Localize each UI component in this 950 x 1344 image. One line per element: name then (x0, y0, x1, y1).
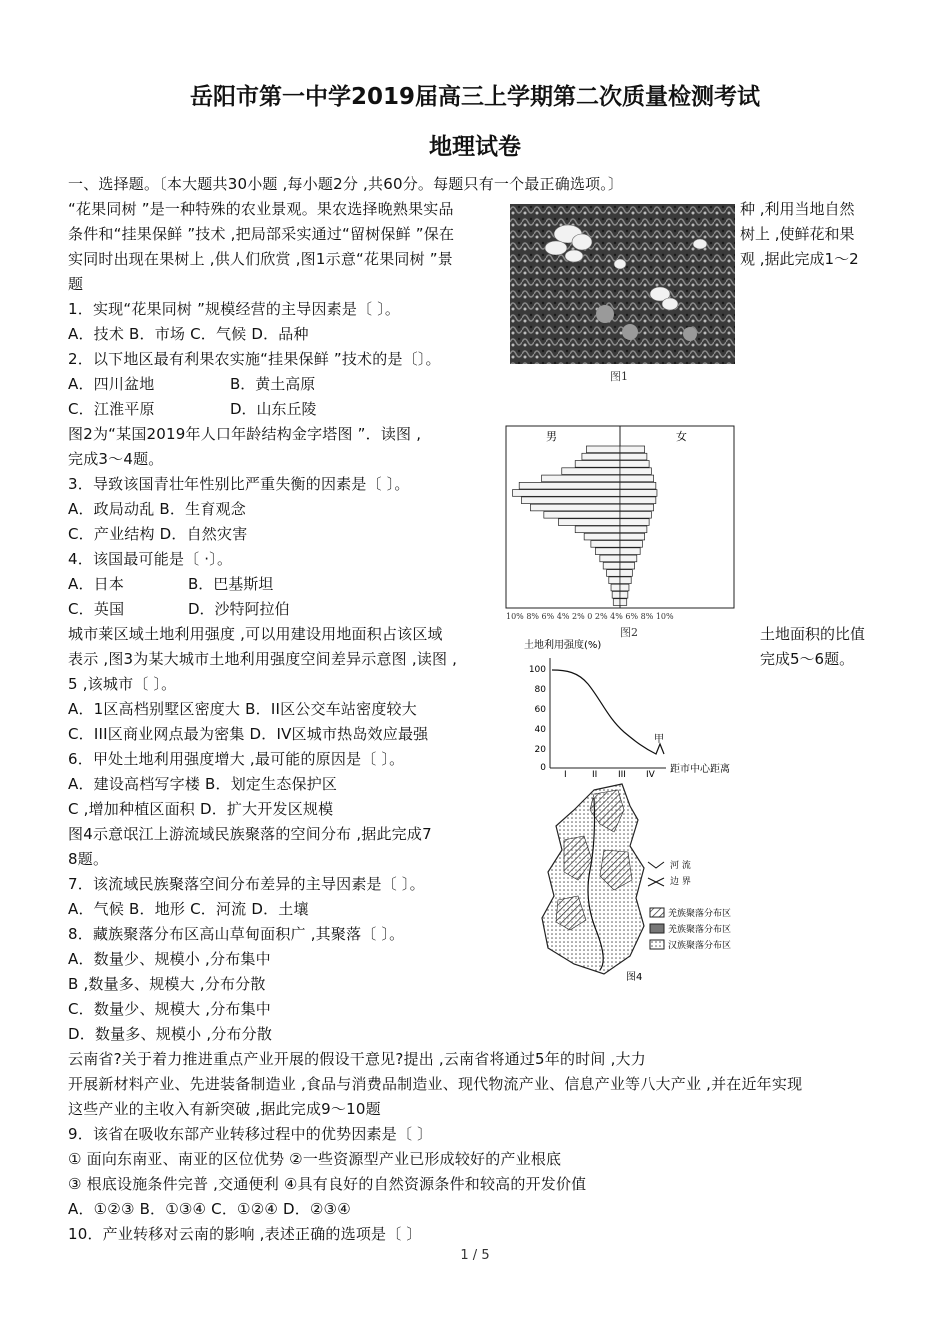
female-bar (620, 526, 647, 533)
q9-options: A．①②③ B．①③④ C．①②④ D．②③④ (68, 1200, 351, 1218)
q8-stem: 8．藏族聚落分布区高山草甸面积广 ,其聚落〔 〕。 (68, 925, 405, 943)
pyramid-female-label: 女 (676, 430, 687, 443)
q1-stem: 1．实现“花果同树 ”规模经营的主导因素是〔 〕。 (68, 300, 401, 318)
male-bar (582, 453, 620, 460)
y-tick-0: 0 (540, 763, 546, 773)
land-use-x-label: 距市中心距离 (670, 764, 730, 775)
zone-1: I (564, 770, 567, 780)
male-bar (612, 591, 620, 598)
male-bar (530, 504, 620, 511)
female-bar (620, 453, 647, 460)
figure-4-caption: 图4 (626, 972, 643, 983)
q4-option-a: A．日本 (68, 575, 125, 593)
q2-stem: 2．以下地区最有利果农实施“挂果保鲜 ”技术的是〔〕。 (68, 350, 441, 368)
male-bar (558, 519, 620, 526)
q5-options-ab: A．1区高档别墅区密度大 B．II区公交车站密度较大 (68, 700, 417, 718)
female-bar (620, 461, 649, 468)
passage3-line2-right: 完成5～6题。 (760, 650, 855, 668)
q2-option-d: D．山东丘陵 (230, 400, 317, 418)
q4-stem: 4．该国最可能是〔 ·〕。 (68, 550, 233, 568)
q6-stem: 6．甲处土地利用强度增大 ,最可能的原因是〔 〕。 (68, 750, 405, 768)
male-bar (562, 468, 620, 475)
flower-fruit-tree-image (510, 204, 735, 364)
marker-jia: 甲 (654, 734, 664, 745)
q9-items-34: ③ 根底设施条件完普 ,交通便利 ④具有良好的自然资源条件和较高的开发价值 (68, 1175, 587, 1193)
male-bar (575, 461, 620, 468)
female-bar (620, 497, 656, 504)
male-bar (586, 446, 620, 453)
passage4-line1: 图4示意氓江上游流域民族聚落的空间分布 ,据此完成7 (68, 825, 432, 843)
passage1-line2-right: 树上 ,使鲜花和果 (740, 225, 855, 243)
q5-options-cd: C．III区商业网点最为密集 D．IV区城市热岛效应最强 (68, 725, 429, 743)
q4-option-b: B．巴基斯坦 (188, 575, 274, 593)
female-bar (620, 475, 654, 482)
zone-4: IV (646, 770, 655, 780)
y-tick-80: 80 (534, 685, 546, 695)
male-bar (584, 533, 620, 540)
passage3-line2: 表示 ,图3为某大城市土地利用强度空间差异示意图 ,读图 , (68, 650, 458, 668)
female-bar (620, 584, 629, 591)
passage5-line2: 开展新材料产业、先进装备制造业 ,食品与消费品制造业、现代物流产业、信息产业等八大产业 ,并在近年实现 (68, 1075, 803, 1093)
male-bar (591, 541, 620, 548)
q8-option-a: A．数量少、规模小 ,分布集中 (68, 950, 271, 968)
q2-option-a: A．四川盆地 (68, 375, 155, 393)
pyramid-male-label: 男 (546, 430, 557, 443)
passage1-line1: “花果同树 ”是一种特殊的农业景观。果农选择晚熟果实品 (68, 200, 454, 218)
passage1-line1-right: 种 ,利用当地自然 (740, 200, 855, 218)
passage3-line1-right: 土地面积的比值 (760, 625, 866, 643)
legend-area-3: 汉族聚落分布区 (668, 941, 732, 951)
female-bar (620, 511, 651, 518)
q8-option-b: B ,数量多、规模大 ,分布分散 (68, 975, 266, 993)
q4-option-d: D．沙特阿拉伯 (188, 600, 290, 618)
female-bar (620, 504, 654, 511)
q9-stem: 9．该省在吸收东部产业转移过程中的优势因素是〔 〕 (68, 1125, 433, 1143)
female-bar (620, 468, 651, 475)
page-title: 岳阳市第一中学2019届高三上学期第二次质量检测考试 (189, 84, 760, 110)
male-bar (603, 562, 620, 569)
land-use-intensity-chart (506, 636, 754, 778)
passage5-line3: 这些产业的主收入有新突破 ,据此完成9～10题 (68, 1100, 381, 1118)
land-use-y-label: 土地利用强度(%) (524, 640, 602, 651)
legend-area-1: 羌族聚落分布区 (668, 909, 732, 919)
passage3-line1: 城市莱区域土地利用强度 ,可以用建设用地面积占该区域 (68, 625, 443, 643)
male-bar (595, 548, 620, 555)
female-bar (620, 482, 656, 489)
figure-4-map (534, 780, 732, 988)
population-pyramid-chart (496, 424, 742, 624)
figure-1-photo (510, 204, 735, 383)
male-bar (542, 475, 620, 482)
zone-2: II (592, 770, 598, 780)
female-bar (620, 555, 637, 562)
q3-stem: 3．导致该国青壮年性别比严重失衡的因素是〔 〕。 (68, 475, 410, 493)
male-bar (613, 599, 620, 606)
figure-2-caption: 图2 (620, 626, 638, 639)
q2-option-b: B．黄土高原 (230, 375, 316, 393)
q8-option-d: D．数量多、规模小 ,分布分散 (68, 1025, 273, 1043)
passage5-line1: 云南省?关于着力推进重点产业开展的假设干意见?提出 ,云南省将通过5年的时间 ,大力 (68, 1050, 646, 1068)
passage4-line2: 8题。 (68, 850, 109, 868)
figure-2-pyramid (496, 424, 742, 640)
q5-stem: 5 ,该城市〔 〕。 (68, 675, 177, 693)
passage1-line2: 条件和“挂果保鲜 ”技术 ,把局部采实通过“留树保鲜 ”保在 (68, 225, 455, 243)
passage1-line3: 实同时出现在果树上 ,供人们欣赏 ,图1示意“花果同树 ”景 (68, 250, 453, 268)
minjiang-basin-map (534, 780, 732, 988)
legend-river: 河 流 (670, 861, 691, 871)
q3-options-ab: A．政局动乱 B．生育观念 (68, 500, 246, 518)
male-bar (609, 577, 620, 584)
female-bar (620, 548, 640, 555)
female-bar (620, 570, 632, 577)
q4-option-c: C．英国 (68, 600, 125, 618)
y-tick-20: 20 (534, 745, 546, 755)
section-heading: 一、选择题。〔本大题共30小题 ,每小题2分 ,共60分。每题只有一个最正确选项。〕 (68, 175, 624, 193)
legend-area-2: 羌族聚落分布区 (668, 925, 732, 935)
y-tick-60: 60 (534, 705, 546, 715)
q10-stem: 10．产业转移对云南的影响 ,表述正确的选项是〔 〕 (68, 1225, 422, 1243)
figure-3-chart (506, 636, 754, 778)
male-bar (544, 511, 620, 518)
q3-options-cd: C．产业结构 D．自然灾害 (68, 525, 248, 543)
q1-options: A．技术 B．市场 C．气候 D．品种 (68, 325, 309, 343)
female-bar (620, 490, 657, 497)
passage2-line1: 图2为“某国2019年人口年龄结构金字塔图 ”．读图 , (68, 425, 422, 443)
q6-options-ab: A．建设高档写字楼 B．划定生态保护区 (68, 775, 338, 793)
q8-option-c: C．数量少、规模大 ,分布集中 (68, 1000, 272, 1018)
passage2-line2: 完成3～4题。 (68, 450, 164, 468)
male-bar (611, 584, 620, 591)
female-bar (620, 577, 631, 584)
male-bar (607, 570, 620, 577)
female-bar (620, 562, 635, 569)
q7-stem: 7．该流域民族聚落空间分布差异的主导因素是〔 〕。 (68, 875, 425, 893)
y-tick-100: 100 (528, 665, 546, 675)
pyramid-x-axis: 10% 8% 6% 4% 2% 0 2% 4% 6% 8% 10% (506, 612, 674, 621)
passage1-line3-right: 观 ,据此完成1～2 (740, 250, 859, 268)
legend-boundary: 边 界 (670, 877, 691, 887)
q7-options: A．气候 B．地形 C．河流 D．土壤 (68, 900, 309, 918)
passage1-line4: 题 (68, 275, 84, 293)
figure-1-caption: 图1 (610, 370, 628, 383)
q9-items-12: ① 面向东南亚、南亚的区位优势 ②一些资源型产业已形成较好的产业根底 (68, 1150, 562, 1168)
page-number: 1 / 5 (460, 1248, 490, 1263)
female-bar (620, 541, 642, 548)
male-bar (575, 526, 620, 533)
female-bar (620, 519, 649, 526)
female-bar (620, 446, 645, 453)
male-bar (512, 490, 620, 497)
male-bar (600, 555, 620, 562)
male-bar (521, 497, 620, 504)
female-bar (620, 599, 627, 606)
page-subtitle: 地理试卷 (429, 134, 521, 160)
female-bar (620, 533, 645, 540)
zone-3: III (618, 770, 626, 780)
land-use-curve (552, 670, 664, 754)
female-bar (620, 591, 628, 598)
q2-option-c: C．江淮平原 (68, 400, 155, 418)
y-tick-40: 40 (534, 725, 546, 735)
q6-options-cd: C ,增加种植区面积 D．扩大开发区规模 (68, 800, 334, 818)
male-bar (519, 482, 620, 489)
